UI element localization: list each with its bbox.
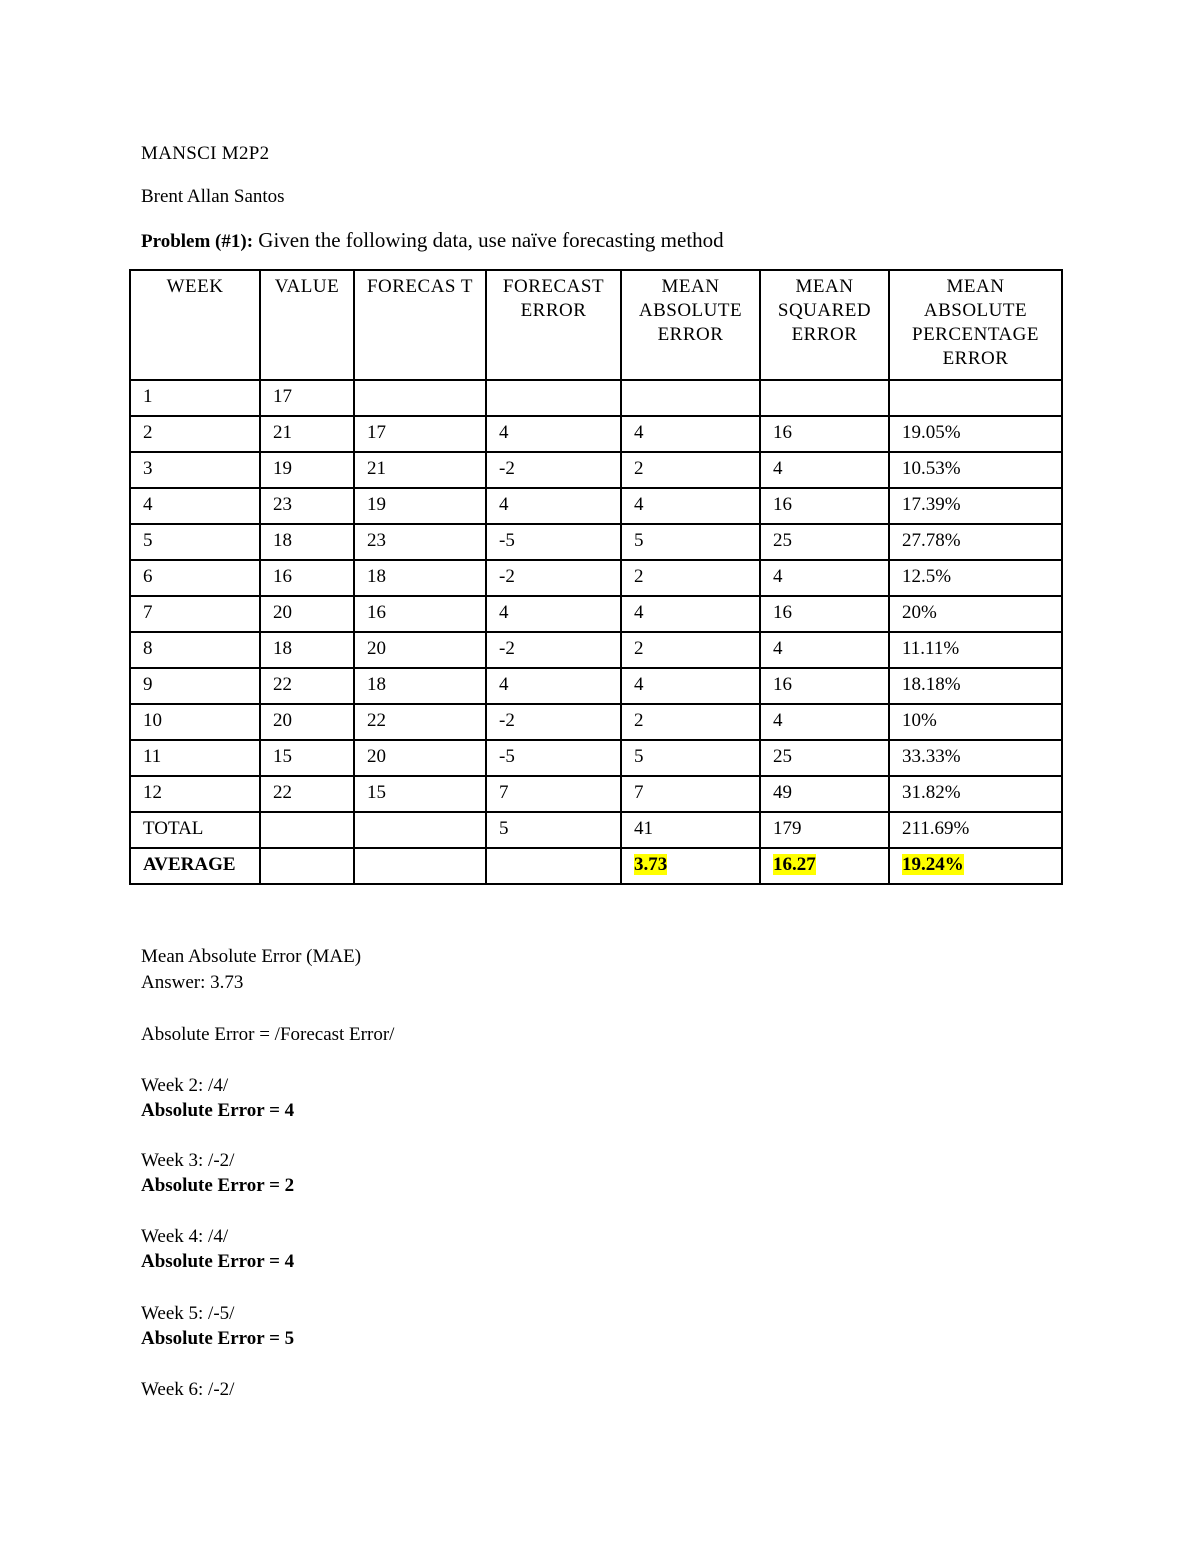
table-cell: 10% — [889, 704, 1062, 740]
table-cell — [354, 380, 486, 416]
table-cell: -2 — [486, 452, 621, 488]
table-cell: 6 — [130, 560, 260, 596]
total-row — [130, 812, 1062, 848]
table-cell: 21 — [354, 452, 486, 488]
table-row — [130, 524, 1062, 560]
step-result: Absolute Error = 5 — [141, 1328, 295, 1349]
problem-text: Given the following data, use naïve forecasting method — [258, 228, 724, 252]
table-cell: 31.82% — [889, 776, 1062, 812]
table-cell: 7 — [621, 776, 760, 812]
table-cell: 2 — [130, 416, 260, 452]
table-cell: 19 — [260, 452, 354, 488]
table-cell: 17 — [354, 416, 486, 452]
step-result: Absolute Error = 2 — [141, 1175, 295, 1196]
table-cell: 4 — [621, 488, 760, 524]
forecast-table — [129, 269, 1063, 885]
table-cell — [889, 380, 1062, 416]
table-cell: 4 — [486, 596, 621, 632]
table-cell — [260, 848, 354, 884]
table-cell: 23 — [354, 524, 486, 560]
table-cell: 4 — [760, 560, 889, 596]
column-header: MEAN ABSOLUTE ERROR — [621, 270, 760, 380]
table-cell: 10 — [130, 704, 260, 740]
table-cell: 25 — [760, 524, 889, 560]
table-cell: 5 — [621, 740, 760, 776]
average-row — [130, 848, 1062, 884]
table-cell: 4 — [760, 452, 889, 488]
column-header: MEAN SQUARED ERROR — [760, 270, 889, 380]
table-cell: 4 — [486, 488, 621, 524]
table-cell: 4 — [130, 488, 260, 524]
highlighted-mse: 16.27 — [773, 854, 816, 875]
table-row — [130, 632, 1062, 668]
table-row — [130, 776, 1062, 812]
table-cell — [889, 848, 1062, 884]
table-cell: 19 — [354, 488, 486, 524]
mae-title: Mean Absolute Error (MAE) — [141, 946, 362, 967]
week-step: Week 6: /-2/ — [141, 1379, 235, 1400]
table-cell: 20 — [260, 704, 354, 740]
highlighted-mape: 19.24% — [902, 854, 964, 875]
table-cell: 16 — [760, 416, 889, 452]
problem-statement — [141, 228, 724, 253]
table-cell: 9 — [130, 668, 260, 704]
table-cell — [354, 848, 486, 884]
step-result: Absolute Error = 4 — [141, 1251, 295, 1272]
course-title: MANSCI M2P2 — [141, 143, 270, 164]
mae-answer: Answer: 3.73 — [141, 972, 244, 993]
table-cell: -2 — [486, 704, 621, 740]
table-cell: 16 — [260, 560, 354, 596]
table-cell: 17 — [260, 380, 354, 416]
week-step: Week 4: /4/ — [141, 1226, 229, 1247]
table-cell: 12 — [130, 776, 260, 812]
table-cell: -2 — [486, 632, 621, 668]
table-cell: 12.5% — [889, 560, 1062, 596]
table-cell: 19.05% — [889, 416, 1062, 452]
table-cell: 4 — [760, 704, 889, 740]
author-name: Brent Allan Santos — [141, 186, 285, 207]
table-header-row — [130, 270, 1062, 380]
table-cell: 4 — [621, 416, 760, 452]
table-cell: 5 — [486, 812, 621, 848]
table-cell: 15 — [260, 740, 354, 776]
table-cell: 18.18% — [889, 668, 1062, 704]
table-cell: 8 — [130, 632, 260, 668]
table-cell: -5 — [486, 740, 621, 776]
table-cell — [621, 380, 760, 416]
column-header: WEEK — [130, 270, 260, 380]
table-row — [130, 740, 1062, 776]
table-row — [130, 560, 1062, 596]
table-cell: 49 — [760, 776, 889, 812]
table-cell: 5 — [130, 524, 260, 560]
table-cell: 18 — [260, 524, 354, 560]
table-cell: 27.78% — [889, 524, 1062, 560]
table-cell: -5 — [486, 524, 621, 560]
table-cell — [621, 848, 760, 884]
table-cell — [760, 848, 889, 884]
table-cell: 17.39% — [889, 488, 1062, 524]
week-step: Week 2: /4/ — [141, 1075, 229, 1096]
table-cell: 18 — [354, 668, 486, 704]
table-cell: 2 — [621, 632, 760, 668]
column-header: FORECAS T — [354, 270, 486, 380]
table-cell: 2 — [621, 560, 760, 596]
column-header: FORECAST ERROR — [486, 270, 621, 380]
table-cell: 2 — [621, 704, 760, 740]
table-body — [130, 380, 1062, 812]
column-header: VALUE — [260, 270, 354, 380]
table-row — [130, 596, 1062, 632]
table-cell — [354, 812, 486, 848]
table-cell: 11.11% — [889, 632, 1062, 668]
column-header: MEAN ABSOLUTE PERCENTAGE ERROR — [889, 270, 1062, 380]
table-cell — [486, 380, 621, 416]
problem-label: Problem (#1): — [141, 231, 254, 252]
table-cell: 15 — [354, 776, 486, 812]
table-cell: 20 — [354, 632, 486, 668]
table-cell: 3 — [130, 452, 260, 488]
table-cell: 33.33% — [889, 740, 1062, 776]
week-step: Week 5: /-5/ — [141, 1303, 235, 1324]
absolute-error-definition: Absolute Error = /Forecast Error/ — [141, 1024, 395, 1045]
table-row — [130, 704, 1062, 740]
table-cell: 20 — [260, 596, 354, 632]
table-cell — [760, 380, 889, 416]
table-cell: 16 — [760, 488, 889, 524]
table-cell: TOTAL — [130, 812, 260, 848]
table-cell: 20 — [354, 740, 486, 776]
table-cell: 211.69% — [889, 812, 1062, 848]
table-row — [130, 416, 1062, 452]
table-cell: 23 — [260, 488, 354, 524]
table-cell: 22 — [260, 668, 354, 704]
table-cell: 18 — [354, 560, 486, 596]
table-cell: 4 — [621, 668, 760, 704]
table-cell: 22 — [354, 704, 486, 740]
table-cell: 20% — [889, 596, 1062, 632]
step-result: Absolute Error = 4 — [141, 1100, 295, 1121]
table-cell: 41 — [621, 812, 760, 848]
table-cell: 10.53% — [889, 452, 1062, 488]
table-cell: 11 — [130, 740, 260, 776]
table-cell — [260, 812, 354, 848]
table-cell: 7 — [130, 596, 260, 632]
table-cell: 16 — [354, 596, 486, 632]
table-cell: 4 — [760, 632, 889, 668]
table-row — [130, 452, 1062, 488]
table-cell: 22 — [260, 776, 354, 812]
table-row — [130, 380, 1062, 416]
table-cell: AVERAGE — [130, 848, 260, 884]
table-cell: 179 — [760, 812, 889, 848]
table-cell: -2 — [486, 560, 621, 596]
table-cell: 1 — [130, 380, 260, 416]
table-cell: 4 — [486, 668, 621, 704]
table-row — [130, 488, 1062, 524]
table-cell: 21 — [260, 416, 354, 452]
table-cell: 16 — [760, 668, 889, 704]
highlighted-mae: 3.73 — [634, 854, 668, 875]
table-cell: 16 — [760, 596, 889, 632]
table-cell: 18 — [260, 632, 354, 668]
table-cell: 5 — [621, 524, 760, 560]
table-cell: 4 — [621, 596, 760, 632]
table-cell: 7 — [486, 776, 621, 812]
table-row — [130, 668, 1062, 704]
table-cell: 25 — [760, 740, 889, 776]
table-cell: 2 — [621, 452, 760, 488]
table-cell — [486, 848, 621, 884]
week-step: Week 3: /-2/ — [141, 1150, 235, 1171]
table-cell: 4 — [486, 416, 621, 452]
